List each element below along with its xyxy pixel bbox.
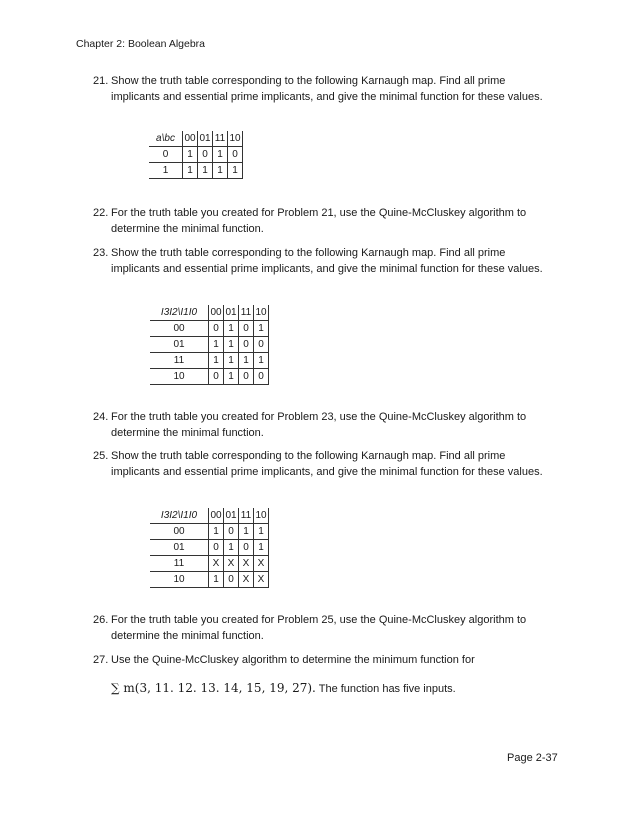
kmap-cell: 1 (254, 540, 269, 556)
problem-text: For the truth table you created for Problem 25, use the Quine-McCluskey algorithm to determine the minimal function. (111, 614, 527, 642)
kmap-corner-label: a\bc (149, 131, 183, 147)
kmap-cell: X (209, 556, 224, 572)
kmap-cell: 1 (183, 163, 198, 179)
kmap-cell: X (254, 556, 269, 572)
kmap-cell: 0 (209, 369, 224, 385)
kmap-row-label: 0 (149, 147, 183, 163)
kmap-col-header: 00 (209, 305, 224, 321)
problem-number: 24. (93, 411, 109, 423)
problem-text: For the truth table you created for Problem 23, use the Quine-McCluskey algorithm to determine the minimal function. (111, 411, 527, 439)
kmap-cell: 1 (254, 524, 269, 540)
kmap-col-header: 01 (224, 508, 239, 524)
problem-text: For the truth table you created for Problem 21, use the Quine-McCluskey algorithm to determine the minimal function. (111, 207, 527, 235)
kmap-col-header: 01 (198, 131, 213, 147)
kmap-row-label: 01 (150, 540, 209, 556)
problem-26 (93, 613, 553, 644)
kmap-col-header: 01 (224, 305, 239, 321)
kmap-cell: 0 (239, 337, 254, 353)
problem-21 (93, 74, 553, 105)
kmap-col-header: 11 (239, 508, 254, 524)
formula-note: The function has five inputs. (315, 683, 456, 695)
kmap-cell: X (254, 572, 269, 588)
problem-number: 22. (93, 207, 109, 219)
kmap-cell: 1 (239, 524, 254, 540)
kmap-col-header: 10 (254, 508, 269, 524)
kmap-cell: 1 (209, 524, 224, 540)
problem-25 (93, 449, 553, 480)
problem-number: 26. (93, 614, 109, 626)
kmap-cell: 0 (209, 321, 224, 337)
problem-text: Show the truth table corresponding to the following Karnaugh map. Find all prime implicants and essential prime implicants, and give the minimal function for these values. (111, 247, 543, 275)
kmap-row-label: 1 (149, 163, 183, 179)
kmap-col-header: 11 (213, 131, 228, 147)
kmap-cell: 1 (183, 147, 198, 163)
kmap-row-label: 10 (150, 369, 209, 385)
kmap-row-label: 00 (150, 524, 209, 540)
kmap-cell: 0 (254, 337, 269, 353)
kmap-col-header: 11 (239, 305, 254, 321)
chapter-header: Chapter 2: Boolean Algebra (76, 38, 206, 50)
problem-24 (93, 410, 553, 441)
sum-of-minterms: ∑ m(3, 11. 12. 13. 14, 15, 19, 27). (111, 681, 316, 695)
kmap-cell: 1 (224, 321, 239, 337)
problem-text: Show the truth table corresponding to the following Karnaugh map. Find all prime implicants and essential prime implicants, and give the minimal function for these values. (111, 75, 543, 103)
kmap-cell: X (224, 556, 239, 572)
karnaugh-map-23 (150, 305, 269, 385)
problem-text: Use the Quine-McCluskey algorithm to determine the minimum function for (111, 654, 475, 666)
kmap-cell: 1 (224, 337, 239, 353)
karnaugh-map-25 (150, 508, 269, 588)
kmap-corner-label: I3I2\I1I0 (150, 508, 209, 524)
kmap-row-label: 10 (150, 572, 209, 588)
kmap-cell: 1 (209, 572, 224, 588)
kmap-cell: X (239, 572, 254, 588)
problem-number: 21. (93, 75, 109, 87)
kmap-cell: 0 (198, 147, 213, 163)
kmap-corner-label: I3I2\I1I0 (150, 305, 209, 321)
kmap-cell: 1 (213, 147, 228, 163)
kmap-cell: X (239, 556, 254, 572)
problem-23 (93, 246, 553, 277)
kmap-cell: 1 (198, 163, 213, 179)
kmap-cell: 0 (254, 369, 269, 385)
problem-number: 27. (93, 654, 109, 666)
kmap-row-label: 00 (150, 321, 209, 337)
kmap-cell: 1 (239, 353, 254, 369)
kmap-row-label: 11 (150, 353, 209, 369)
kmap-cell: 0 (224, 524, 239, 540)
minterm-formula (111, 681, 456, 695)
kmap-col-header: 00 (209, 508, 224, 524)
kmap-cell: 1 (224, 540, 239, 556)
kmap-row-label: 01 (150, 337, 209, 353)
kmap-cell: 1 (224, 369, 239, 385)
kmap-col-header: 10 (228, 131, 243, 147)
karnaugh-map-21 (149, 131, 243, 179)
kmap-cell: 1 (254, 353, 269, 369)
problem-number: 23. (93, 247, 109, 259)
kmap-row-label: 11 (150, 556, 209, 572)
problem-27 (93, 653, 553, 669)
kmap-cell: 1 (213, 163, 228, 179)
kmap-cell: 0 (224, 572, 239, 588)
kmap-cell: 1 (254, 321, 269, 337)
kmap-cell: 0 (228, 147, 243, 163)
problem-text: Show the truth table corresponding to the following Karnaugh map. Find all prime implicants and essential prime implicants, and give the minimal function for these values. (111, 450, 543, 478)
kmap-cell: 0 (239, 321, 254, 337)
kmap-col-header: 00 (183, 131, 198, 147)
kmap-cell: 1 (209, 353, 224, 369)
kmap-col-header: 10 (254, 305, 269, 321)
kmap-cell: 1 (228, 163, 243, 179)
problem-22 (93, 206, 553, 237)
kmap-cell: 0 (209, 540, 224, 556)
kmap-cell: 1 (224, 353, 239, 369)
kmap-cell: 0 (239, 540, 254, 556)
page-number: Page 2-37 (507, 752, 558, 764)
kmap-cell: 0 (239, 369, 254, 385)
problem-number: 25. (93, 450, 109, 462)
kmap-cell: 1 (209, 337, 224, 353)
